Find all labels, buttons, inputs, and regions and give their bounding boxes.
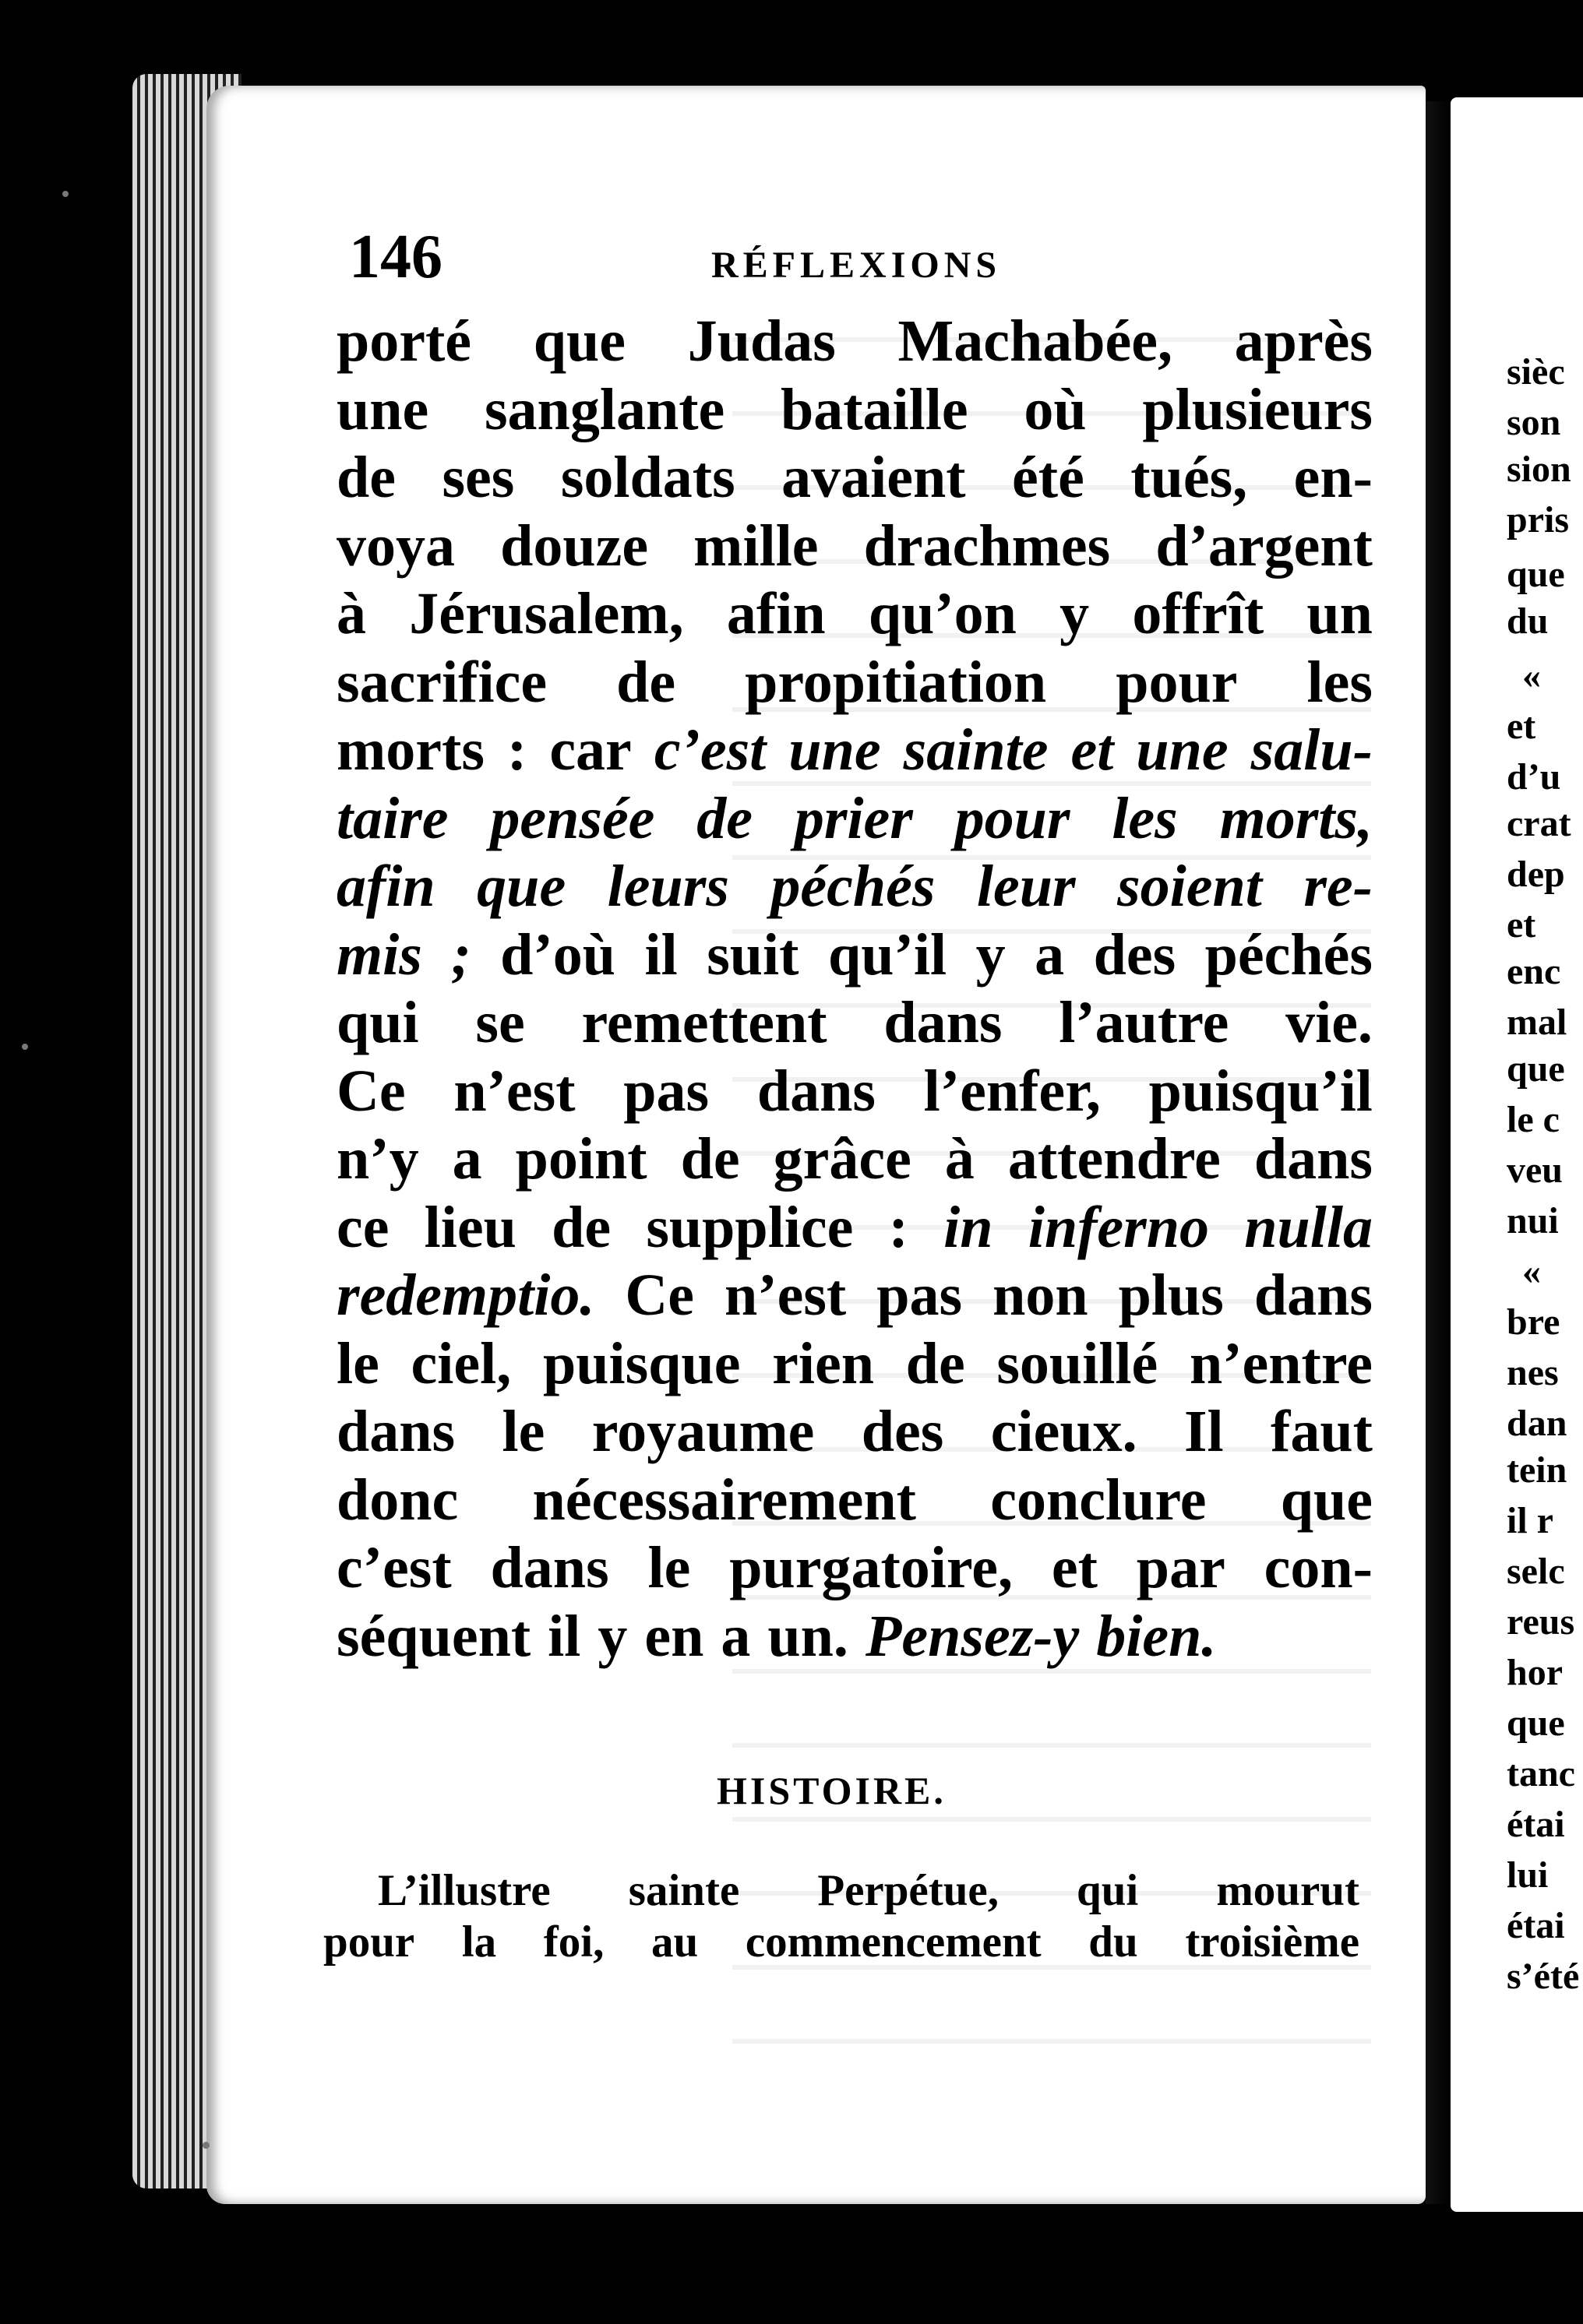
- text-line: [337, 989, 1373, 1058]
- text-line: [337, 1603, 1373, 1671]
- text-line: [337, 853, 1373, 921]
- facing-fragment: du: [1507, 600, 1549, 642]
- facing-fragment: selc: [1507, 1551, 1565, 1592]
- word: afin: [726, 581, 826, 646]
- word: Il: [1183, 1399, 1224, 1464]
- facing-fragment: mal: [1507, 1002, 1567, 1043]
- word: propitiation: [745, 649, 1047, 715]
- word: donc: [337, 1467, 459, 1533]
- text-line: [337, 512, 1373, 581]
- text-line: [337, 649, 1373, 717]
- word: y: [598, 1603, 628, 1669]
- word: soldats: [560, 445, 735, 510]
- word: redemptio.: [337, 1262, 595, 1328]
- word: non: [992, 1262, 1088, 1328]
- speck: [22, 1044, 28, 1050]
- facing-fragment: reus: [1507, 1601, 1575, 1643]
- word: le: [337, 1330, 379, 1396]
- word: la: [461, 1917, 497, 1967]
- word: Perpétue,: [817, 1866, 999, 1915]
- word: des: [1093, 921, 1176, 988]
- facing-fragment: pris: [1507, 499, 1570, 541]
- facing-fragment: et: [1507, 706, 1536, 747]
- facing-fragment: enc: [1507, 951, 1561, 992]
- text-line: [337, 1534, 1373, 1603]
- speck: [62, 191, 69, 197]
- word: bataille: [780, 376, 968, 442]
- story-line: [323, 1917, 1359, 1968]
- word: péchés: [1204, 921, 1373, 988]
- facing-fragment: tanc: [1507, 1753, 1575, 1794]
- facing-fragment: crat: [1507, 803, 1571, 844]
- facing-fragment: que: [1507, 554, 1565, 595]
- word: et: [1051, 1535, 1098, 1600]
- word: drachmes: [863, 512, 1111, 579]
- word: puisqu’il: [1148, 1058, 1373, 1124]
- word: en-: [1293, 445, 1373, 510]
- word: puisque: [542, 1330, 741, 1396]
- text-line: [337, 1467, 1373, 1535]
- word: ce: [337, 1194, 390, 1260]
- word: n’entre: [1189, 1330, 1373, 1396]
- word: morts: [337, 717, 485, 783]
- word: dans: [1253, 1126, 1373, 1192]
- facing-fragment: le c: [1507, 1099, 1560, 1140]
- page-number: 146: [349, 223, 442, 291]
- word: c’est: [654, 717, 767, 783]
- word: pas: [876, 1262, 963, 1328]
- word: lieu: [424, 1194, 517, 1260]
- word: que: [477, 854, 566, 919]
- word: que: [533, 308, 626, 374]
- word: taire: [337, 785, 449, 851]
- word: nulla: [1244, 1194, 1373, 1260]
- word: sainte: [903, 717, 1049, 783]
- text-line: [337, 580, 1373, 649]
- word: de: [616, 649, 676, 715]
- text-line: [337, 1058, 1373, 1126]
- page-header: [349, 222, 1370, 308]
- word: les: [1112, 785, 1178, 851]
- word: cieux.: [990, 1399, 1137, 1464]
- word: une: [1136, 717, 1229, 783]
- word: il: [644, 921, 678, 988]
- word: a: [1035, 921, 1065, 988]
- word: un: [1306, 581, 1373, 646]
- facing-fragment: que: [1507, 1703, 1565, 1744]
- word: par: [1136, 1535, 1225, 1600]
- word: :: [506, 717, 527, 783]
- word: n’est: [725, 1262, 847, 1328]
- word: ;: [451, 921, 471, 988]
- word: pour: [954, 785, 1070, 851]
- word: remettent: [581, 990, 827, 1055]
- facing-fragment: que: [1507, 1048, 1565, 1090]
- facing-fragment: et: [1507, 904, 1536, 945]
- word: attendre: [1007, 1126, 1221, 1192]
- facing-fragment: sion: [1507, 449, 1571, 490]
- facing-fragment: sièc: [1507, 351, 1565, 393]
- word: porté: [337, 308, 472, 374]
- word: voya: [337, 512, 455, 579]
- word: le: [502, 1399, 545, 1464]
- word: c’est: [337, 1535, 452, 1600]
- word: suit: [707, 921, 799, 988]
- facing-fragment: bre: [1507, 1301, 1560, 1343]
- word: sanglante: [484, 376, 725, 442]
- word: ciel,: [411, 1330, 512, 1396]
- word: qu’il: [827, 921, 947, 988]
- word: mis: [337, 921, 422, 988]
- text-line: [337, 1125, 1373, 1194]
- word: d’où: [500, 921, 615, 988]
- word: Machabée,: [897, 308, 1172, 374]
- word: d’argent: [1155, 512, 1373, 579]
- word: du: [1088, 1917, 1138, 1967]
- word: y: [975, 921, 1006, 988]
- word: car: [549, 717, 632, 783]
- word: :: [888, 1194, 908, 1260]
- word: vie.: [1285, 990, 1373, 1055]
- facing-fragment: d’u: [1507, 756, 1561, 798]
- facing-fragment: hor: [1507, 1652, 1563, 1693]
- facing-fragment: étai: [1507, 1804, 1565, 1845]
- facing-fragment: s’été: [1507, 1956, 1580, 1997]
- word: re-: [1303, 854, 1373, 919]
- word: de: [905, 1330, 965, 1396]
- word: l’enfer,: [923, 1058, 1101, 1124]
- word: sacrifice: [337, 649, 548, 715]
- word: de: [337, 445, 396, 510]
- word: les: [1306, 649, 1373, 715]
- word: n’est: [453, 1058, 576, 1124]
- word: qu’on: [868, 581, 1017, 646]
- word: conclure: [990, 1467, 1207, 1533]
- text-line: [337, 308, 1373, 376]
- word: pour: [323, 1917, 415, 1967]
- word: salu-: [1250, 717, 1373, 783]
- word: offrît: [1132, 581, 1264, 646]
- word: dans: [1253, 1262, 1373, 1328]
- word: séquent: [337, 1603, 531, 1669]
- word: douze: [500, 512, 649, 579]
- word: Ce: [337, 1058, 406, 1124]
- word: dans: [883, 990, 1003, 1055]
- word: été: [1012, 445, 1084, 510]
- word: dans: [337, 1399, 456, 1464]
- word: con-: [1264, 1535, 1373, 1600]
- word: qui: [337, 990, 419, 1055]
- facing-fragment: dep: [1507, 854, 1565, 895]
- word: au: [651, 1917, 699, 1967]
- word: à: [944, 1126, 975, 1192]
- facing-fragment: il r: [1507, 1500, 1553, 1541]
- word: afin: [337, 854, 435, 919]
- word: point: [515, 1126, 647, 1192]
- word: l’autre: [1059, 990, 1229, 1055]
- text-line: [337, 1262, 1373, 1330]
- book-gutter: [1426, 101, 1449, 2204]
- facing-fragment: «: [1522, 1251, 1541, 1292]
- word: inferno: [1028, 1194, 1209, 1260]
- word: Ce: [625, 1262, 695, 1328]
- word: se: [475, 990, 525, 1055]
- word: Jérusalem,: [409, 581, 684, 646]
- word: un.: [767, 1603, 848, 1669]
- facing-fragment: lui: [1507, 1854, 1549, 1896]
- word: a: [452, 1126, 482, 1192]
- word: plus: [1118, 1262, 1224, 1328]
- book-page-right: [1451, 97, 1583, 2212]
- word: purgatoire,: [729, 1535, 1014, 1600]
- facing-fragment: veu: [1507, 1150, 1563, 1191]
- word: où: [1024, 376, 1087, 442]
- facing-fragment: nes: [1507, 1352, 1559, 1393]
- word: il: [548, 1603, 581, 1669]
- section-title: HISTOIRE.: [717, 1769, 947, 1812]
- body-text: [337, 308, 1373, 1671]
- text-line: [337, 785, 1373, 854]
- word: nécessairement: [532, 1467, 916, 1533]
- word: in: [943, 1194, 993, 1260]
- facing-fragment: «: [1522, 655, 1541, 696]
- word: prier: [794, 785, 913, 851]
- text-line: [337, 717, 1373, 785]
- text-line: [337, 1194, 1373, 1262]
- word: qui: [1077, 1866, 1139, 1915]
- word: mille: [693, 512, 819, 579]
- word: plusieurs: [1142, 376, 1373, 442]
- word: et: [1070, 717, 1114, 783]
- word: pour: [1116, 649, 1238, 715]
- word: de: [680, 1126, 740, 1192]
- word: troisième: [1185, 1917, 1359, 1967]
- word: sainte: [628, 1866, 740, 1915]
- word: morts,: [1219, 785, 1373, 851]
- word: pas: [623, 1058, 710, 1124]
- word: souillé: [996, 1330, 1158, 1396]
- word: faut: [1271, 1399, 1373, 1464]
- word: de: [696, 785, 753, 851]
- word: le: [647, 1535, 691, 1600]
- word: pensée: [490, 785, 655, 851]
- word: leur: [976, 854, 1076, 919]
- word: ses: [442, 445, 515, 510]
- word: a: [721, 1603, 751, 1669]
- facing-fragment: tein: [1507, 1449, 1567, 1491]
- text-line: [337, 1398, 1373, 1467]
- word: une: [788, 717, 881, 783]
- word: dans: [756, 1058, 876, 1124]
- word: commencement: [745, 1917, 1042, 1967]
- story-text: [323, 1865, 1359, 1968]
- word: royaume: [591, 1399, 815, 1464]
- word: des: [861, 1399, 944, 1464]
- facing-fragment: nui: [1507, 1200, 1559, 1241]
- word: soient: [1117, 854, 1262, 919]
- word: mourut: [1216, 1866, 1359, 1915]
- word: dans: [490, 1535, 609, 1600]
- word: après: [1234, 308, 1373, 374]
- facing-fragment: étai: [1507, 1905, 1565, 1946]
- word: en: [644, 1603, 704, 1669]
- word: foi,: [543, 1917, 605, 1967]
- word: péchés: [770, 854, 936, 919]
- text-line: [337, 1330, 1373, 1399]
- word: bien.: [1096, 1603, 1217, 1669]
- text-line: [337, 921, 1373, 990]
- word: que: [1280, 1467, 1373, 1533]
- word: leurs: [607, 854, 729, 919]
- word: supplice: [646, 1194, 854, 1260]
- word: n’y: [337, 1126, 419, 1192]
- text-line: [337, 376, 1373, 445]
- facing-fragment: son: [1507, 402, 1561, 443]
- text-line: [337, 444, 1373, 512]
- running-head: RÉFLEXIONS: [711, 245, 1002, 286]
- word: rien: [772, 1330, 874, 1396]
- word: à: [337, 581, 366, 646]
- story-line: [323, 1865, 1359, 1917]
- word: avaient: [781, 445, 966, 510]
- facing-fragment: dan: [1507, 1403, 1567, 1444]
- word: Pensez-y: [865, 1603, 1080, 1669]
- word: L’illustre: [378, 1866, 551, 1915]
- word: grâce: [773, 1126, 911, 1192]
- speck: [203, 2142, 210, 2149]
- word: de: [552, 1194, 612, 1260]
- word: Judas: [687, 308, 836, 374]
- word: tués,: [1130, 445, 1248, 510]
- word: y: [1059, 581, 1090, 646]
- word: une: [337, 376, 429, 442]
